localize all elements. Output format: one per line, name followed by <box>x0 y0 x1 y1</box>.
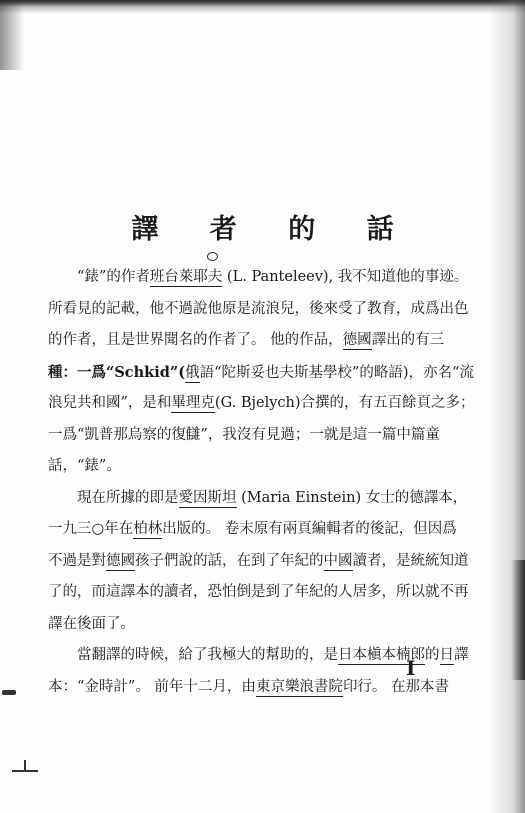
text-run: 了的，而這譯本的讀者，恐怕倒是到了年紀的人居多，所以就不再 <box>48 584 469 600</box>
text-run: 譯 <box>454 647 469 663</box>
text-run: 出版的。 卷末原有兩頁編輯者的後記，但因爲 <box>162 521 457 537</box>
text-run: 不過是對 <box>48 552 106 569</box>
body-text <box>48 262 475 703</box>
scan-edge-top <box>0 0 525 14</box>
proper-name-underlined: 日本 <box>338 647 367 663</box>
text-line <box>48 357 474 389</box>
text-run: 話，“錶”。 <box>48 458 121 474</box>
text-run: 一九三○年在 <box>48 521 134 537</box>
text-line <box>48 420 453 452</box>
text-line <box>48 546 469 578</box>
proper-name-underlined: 德國 <box>342 332 372 348</box>
text-line <box>48 609 453 641</box>
proper-name-underlined: 德國 <box>106 552 135 569</box>
proper-name-underlined: 畢理克 <box>171 395 215 411</box>
text-line <box>48 640 469 672</box>
proper-name-underlined: 柏林 <box>133 521 163 537</box>
page-number: I <box>406 656 416 680</box>
paragraph <box>48 640 469 703</box>
text-run: “錶”的作者 <box>77 269 150 285</box>
text-line <box>48 514 457 546</box>
proper-name-underlined: 班台萊耶夫 <box>149 269 223 285</box>
text-run: 所看見的記載，他不過說他原是流浪兒，後來受了教育，成爲出色 <box>48 300 469 317</box>
paragraph <box>48 262 475 483</box>
text-run: 譯在後面了。 <box>48 615 135 632</box>
scan-edge-right <box>489 0 525 813</box>
scan-speck-left <box>2 690 16 695</box>
text-run: 現在所據的即是 <box>77 489 179 506</box>
text-line <box>48 672 453 704</box>
scan-edge-left-corner <box>0 0 24 70</box>
scan-edge-right-shadow <box>511 560 525 680</box>
text-run: 的 <box>425 647 440 663</box>
text-run: 浪兒共和國”，是和 <box>48 395 172 411</box>
text-run: 一爲“凱普那烏察的復讎”，我沒有見過；一就是這一篇中篇童 <box>48 426 440 443</box>
handwritten-ring-mark <box>207 252 218 261</box>
text-run: 印行。 在那本書 <box>342 678 450 695</box>
page-title: 譯 者 的 話 <box>131 214 415 245</box>
text-run: 的作者，且是世界聞名的作者了。 他的作品， <box>48 332 343 348</box>
proper-name-underlined: 俄 <box>185 364 200 381</box>
proper-name-underlined: 中國 <box>323 552 353 569</box>
text-run: 本：“金時計”。 前年十二月，由 <box>48 678 256 695</box>
text-run: (L. Panteleev), 我不知道他的事迹。 <box>222 269 469 285</box>
text-run: (Maria Einstein) 女士的德譯本， <box>236 489 468 506</box>
text-line <box>48 388 475 420</box>
crop-mark-bottom-left <box>12 770 38 772</box>
proper-name-underlined: 東京 <box>255 678 285 695</box>
text-line <box>48 325 453 357</box>
text-line <box>48 483 468 515</box>
proper-name-underlined: 愛因斯坦 <box>178 489 237 506</box>
text-run: (G. Bjelych)合撰的，有五百餘頁之多； <box>214 395 475 411</box>
text-line <box>48 294 469 326</box>
text-run: 種：一爲“Schkid”( <box>48 363 186 381</box>
text-line <box>48 262 469 294</box>
paragraph <box>48 483 469 641</box>
text-run: 讀者，是統統知道 <box>352 552 469 569</box>
text-run: 語“陀斯妥也夫斯基學校”的略語)，亦名“流 <box>199 364 474 381</box>
text-run: 孩子們說的話，在到了年紀的 <box>135 552 324 569</box>
proper-name-underlined: 樂浪書院 <box>284 678 343 695</box>
proper-name-underlined: 槇本楠郎 <box>367 647 425 663</box>
text-line <box>48 577 469 609</box>
proper-name-underlined: 日 <box>439 647 454 663</box>
text-line <box>48 451 453 483</box>
text-run: 當翻譯的時候，給了我極大的幫助的，是 <box>77 647 338 663</box>
text-run: 譯出的有三 <box>371 332 445 348</box>
